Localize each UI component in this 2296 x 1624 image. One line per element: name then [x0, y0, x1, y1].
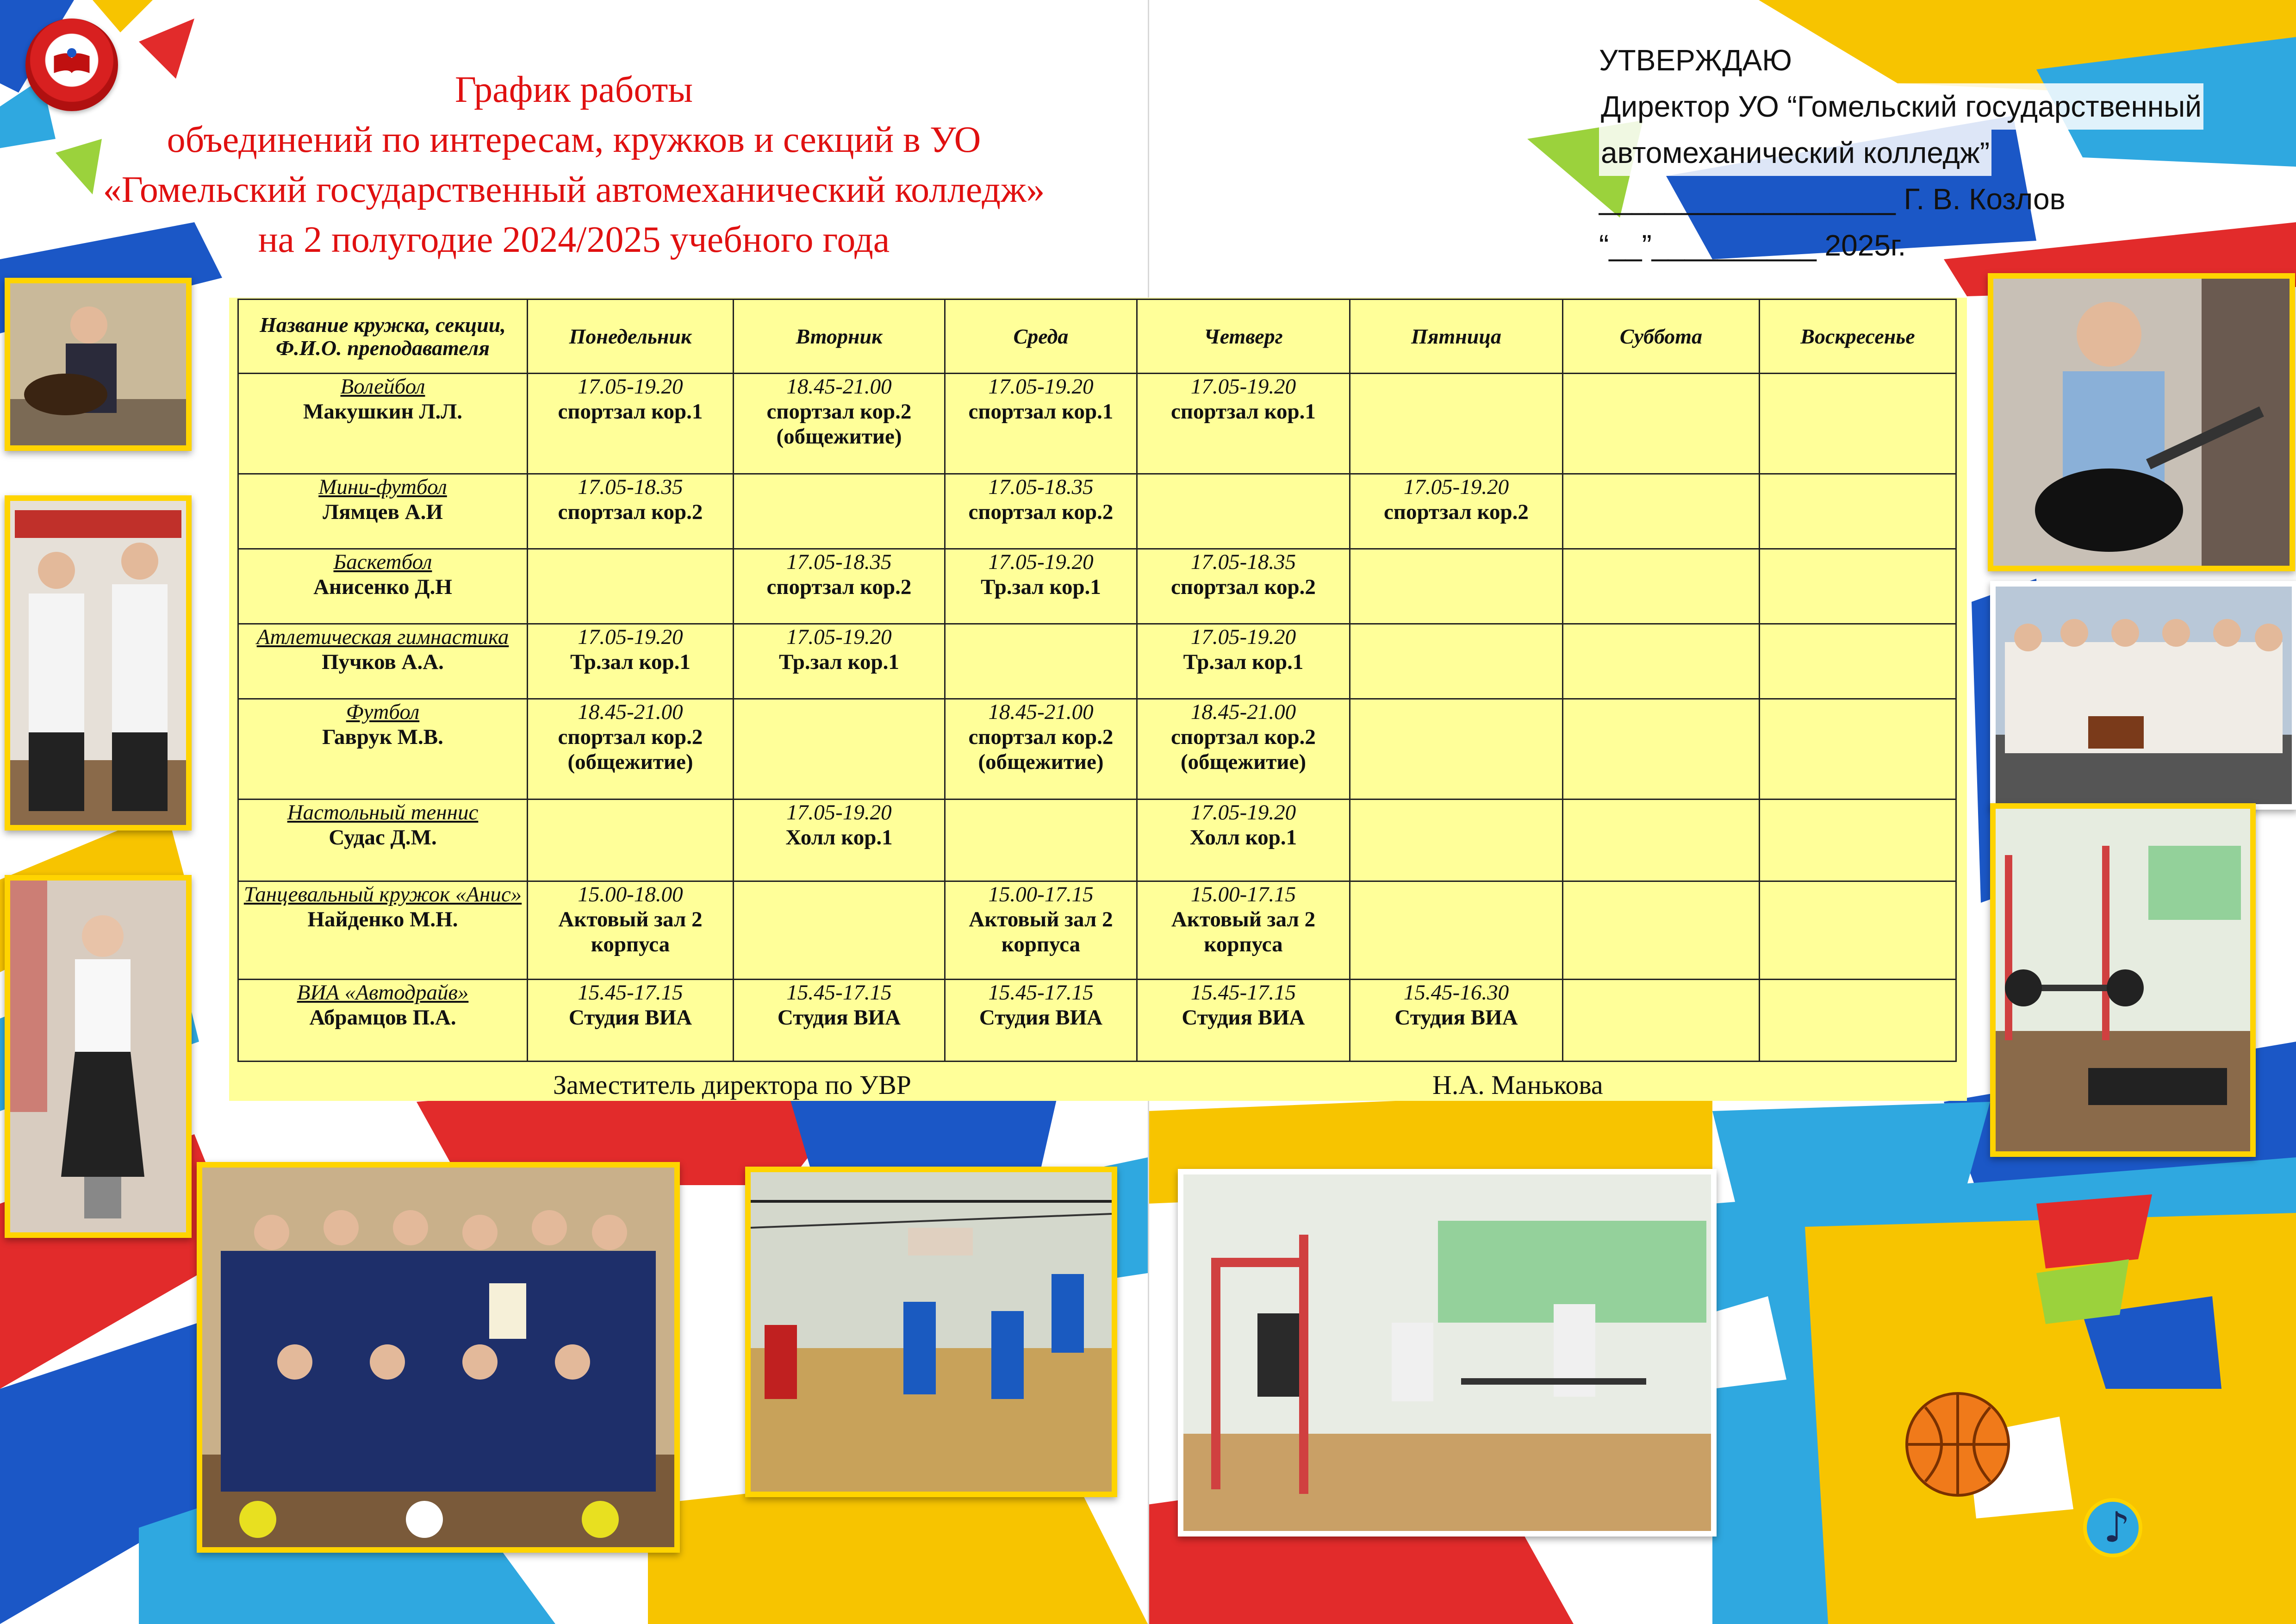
schedule-cell-thursday: [1137, 980, 1350, 1062]
schedule-cell-sunday: [1760, 800, 1956, 881]
session-location: Актовый зал 2 корпуса: [558, 907, 703, 956]
photo-gym-weights: [1990, 803, 2256, 1157]
session-time: 17.05-19.20: [1403, 475, 1509, 499]
schedule-cell-monday: [528, 474, 734, 549]
schedule-cell-friday: [1350, 980, 1563, 1062]
schedule-cell-sunday: [1760, 374, 1956, 474]
teacher-name: Макушкин Л.Л.: [303, 400, 462, 424]
session-location: Актовый зал 2 корпуса: [1171, 907, 1316, 956]
schedule-cell-wednesday: [945, 374, 1137, 474]
session-time: 18.45-21.00: [988, 700, 1094, 724]
activity-name: Футбол: [346, 700, 420, 724]
session-location: спортзал кор.2 (общежитие): [968, 725, 1114, 774]
session-time: 15.45-17.15: [988, 981, 1094, 1005]
photo-guitarist-right: [1988, 273, 2295, 571]
session-time: 18.45-21.00: [1190, 700, 1296, 724]
activity-cell: [238, 474, 528, 549]
header-cell-name: Название кружка, секции, Ф.И.О. преподавателя: [238, 300, 528, 374]
session-location: спортзал кор.2: [558, 500, 703, 524]
table-row: [238, 881, 1956, 980]
session-time: 17.05-18.35: [988, 475, 1094, 499]
session-time: 17.05-19.20: [988, 375, 1094, 399]
session-location: спортзал кор.1: [968, 400, 1114, 424]
approval-signature-line: __________________ Г. В. Козлов: [1599, 182, 2066, 216]
photo-folk-ensemble: [1990, 581, 2296, 810]
schedule-cell-monday: [528, 980, 734, 1062]
session-time: 17.05-19.20: [1190, 625, 1296, 649]
session-time: 15.45-17.15: [786, 981, 892, 1005]
session-time: 15.45-17.15: [578, 981, 683, 1005]
table-header-row: [238, 300, 1956, 374]
photo-volleyball: [745, 1167, 1117, 1497]
photo-folk-boys: [5, 495, 192, 831]
deputy-name: Н.А. Манькова: [1432, 1070, 1603, 1100]
title-line-2: объединений по интересам, кружков и секций в УО: [167, 119, 981, 160]
session-time: 18.45-21.00: [786, 375, 892, 399]
session-time: 15.00-18.00: [578, 882, 683, 906]
session-time: 17.05-18.35: [1190, 550, 1296, 574]
approval-college-line: автомеханический колледж”: [1599, 130, 1991, 176]
schedule-cell-sunday: [1760, 699, 1956, 800]
table-row: [238, 374, 1956, 474]
teacher-name: Абрамцов П.А.: [309, 1006, 456, 1030]
table-row: [238, 624, 1956, 699]
schedule-cell-sunday: [1760, 549, 1956, 624]
session-location: спортзал кор.2: [766, 575, 912, 599]
session-time: 17.05-18.35: [578, 475, 683, 499]
photo-folk-girl: [5, 875, 192, 1238]
schedule-cell-monday: [528, 800, 734, 881]
session-location: Студия ВИА: [777, 1006, 901, 1030]
title-line-1: График работы: [454, 69, 693, 110]
schedule-cell-friday: [1350, 474, 1563, 549]
session-location: Студия ВИА: [568, 1006, 692, 1030]
teacher-name: Гаврук М.В.: [322, 725, 443, 749]
schedule-cell-thursday: [1137, 624, 1350, 699]
header-cell-tuesday: Вторник: [734, 300, 945, 374]
schedule-cell-tuesday: [734, 549, 945, 624]
session-location: спортзал кор.2 (общежитие): [558, 725, 703, 774]
photo-gym-training: [1178, 1169, 1717, 1537]
activity-name: Атлетическая гимнастика: [256, 625, 509, 649]
svg-text:♪: ♪: [2103, 1503, 2130, 1552]
schedule-cell-tuesday: [734, 624, 945, 699]
activity-name: Настольный теннис: [287, 800, 479, 824]
session-location: спортзал кор.2: [1384, 500, 1529, 524]
deputy-position: Заместитель директора по УВР: [553, 1070, 911, 1100]
schedule-cell-friday: [1350, 800, 1563, 881]
schedule-cell-friday: [1350, 624, 1563, 699]
schedule-cell-monday: [528, 881, 734, 980]
schedule-cell-wednesday: [945, 881, 1137, 980]
schedule-cell-sunday: [1760, 624, 1956, 699]
schedule-cell-wednesday: [945, 624, 1137, 699]
session-location: спортзал кор.2: [1171, 575, 1316, 599]
approval-date-line: “__”__________ 2025г.: [1599, 229, 1906, 262]
teacher-name: Судас Д.М.: [329, 825, 437, 849]
teacher-name: Найденко М.Н.: [307, 907, 458, 931]
photo-football-team: [197, 1162, 680, 1553]
schedule-cell-tuesday: [734, 474, 945, 549]
schedule-cell-tuesday: [734, 699, 945, 800]
session-time: 17.05-19.20: [578, 625, 683, 649]
schedule-cell-wednesday: [945, 699, 1137, 800]
session-location: спортзал кор.1: [558, 400, 703, 424]
schedule-cell-saturday: [1563, 800, 1760, 881]
schedule-cell-friday: [1350, 549, 1563, 624]
schedule-cell-wednesday: [945, 474, 1137, 549]
header-cell-sunday: Воскресенье: [1760, 300, 1956, 374]
schedule-cell-sunday: [1760, 474, 1956, 549]
activity-cell: [238, 881, 528, 980]
page-title: [0, 65, 1148, 265]
session-time: 15.45-16.30: [1403, 981, 1509, 1005]
session-location: спортзал кор.2 (общежитие): [766, 400, 912, 449]
schedule-cell-saturday: [1563, 624, 1760, 699]
session-time: 15.00-17.15: [988, 882, 1094, 906]
activity-cell: [238, 800, 528, 881]
session-location: спортзал кор.2: [968, 500, 1114, 524]
schedule-cell-thursday: [1137, 699, 1350, 800]
table-row: [238, 800, 1956, 881]
header-cell-thursday: Четверг: [1137, 300, 1350, 374]
session-location: Тр.зал кор.1: [570, 650, 691, 674]
schedule-cell-saturday: [1563, 474, 1760, 549]
activity-name: Мини-футбол: [318, 475, 447, 499]
title-line-4: на 2 полугодие 2024/2025 учебного года: [258, 219, 890, 260]
schedule-cell-friday: [1350, 699, 1563, 800]
activity-cell: [238, 980, 528, 1062]
session-location: Студия ВИА: [1394, 1006, 1518, 1030]
session-location: спортзал кор.1: [1171, 400, 1316, 424]
schedule-cell-friday: [1350, 374, 1563, 474]
schedule-panel: [229, 298, 1967, 1101]
schedule-cell-monday: [528, 624, 734, 699]
approval-block: [1599, 37, 2247, 269]
teacher-name: Анисенко Д.Н: [313, 575, 452, 599]
schedule-cell-saturday: [1563, 881, 1760, 980]
table-row: [238, 699, 1956, 800]
schedule-cell-tuesday: [734, 980, 945, 1062]
session-time: 17.05-19.20: [988, 550, 1094, 574]
session-time: 15.00-17.15: [1190, 882, 1296, 906]
session-location: спортзал кор.2 (общежитие): [1171, 725, 1316, 774]
session-time: 17.05-19.20: [1190, 800, 1296, 824]
header-cell-friday: Пятница: [1350, 300, 1563, 374]
session-location: Холл кор.1: [1189, 825, 1297, 849]
session-time: 17.05-18.35: [786, 550, 892, 574]
photo-guitarist-left: [5, 278, 192, 451]
table-row: [238, 980, 1956, 1062]
schedule-cell-friday: [1350, 881, 1563, 980]
activity-name: Волейбол: [340, 375, 425, 399]
schedule-cell-tuesday: [734, 800, 945, 881]
activity-cell: [238, 624, 528, 699]
activity-name: Баскетбол: [333, 550, 432, 574]
activity-cell: [238, 699, 528, 800]
schedule-cell-monday: [528, 549, 734, 624]
approval-heading: УТВЕРЖДАЮ: [1599, 44, 1792, 77]
activity-name: ВИА «Автодрайв»: [297, 981, 469, 1005]
schedule-cell-wednesday: [945, 800, 1137, 881]
session-time: 18.45-21.00: [578, 700, 683, 724]
header-cell-saturday: Суббота: [1563, 300, 1760, 374]
activity-cell: [238, 374, 528, 474]
schedule-cell-monday: [528, 374, 734, 474]
header-cell-wednesday: Среда: [945, 300, 1137, 374]
activity-name: Танцевальный кружок «Анис»: [243, 882, 522, 906]
teacher-name: Пучков А.А.: [322, 650, 444, 674]
schedule-cell-wednesday: [945, 549, 1137, 624]
session-location: Студия ВИА: [1182, 1006, 1305, 1030]
schedule-cell-thursday: [1137, 881, 1350, 980]
header-cell-monday: Понедельник: [528, 300, 734, 374]
schedule-cell-saturday: [1563, 549, 1760, 624]
teacher-name: Лямцев А.И: [323, 500, 443, 524]
schedule-cell-thursday: [1137, 474, 1350, 549]
session-time: 17.05-19.20: [786, 800, 892, 824]
title-line-3: «Гомельский государственный автомеханический колледж»: [103, 169, 1045, 210]
table-row: [238, 474, 1956, 549]
schedule-cell-saturday: [1563, 374, 1760, 474]
session-location: Актовый зал 2 корпуса: [969, 907, 1113, 956]
activity-cell: [238, 549, 528, 624]
schedule-cell-thursday: [1137, 549, 1350, 624]
session-time: 15.45-17.15: [1190, 981, 1296, 1005]
table-row: [238, 549, 1956, 624]
session-location: Тр.зал кор.1: [779, 650, 899, 674]
session-time: 17.05-19.20: [578, 375, 683, 399]
schedule-cell-tuesday: [734, 881, 945, 980]
session-time: 17.05-19.20: [786, 625, 892, 649]
session-time: 17.05-19.20: [1190, 375, 1296, 399]
schedule-cell-monday: [528, 699, 734, 800]
schedule-cell-wednesday: [945, 980, 1137, 1062]
schedule-cell-thursday: [1137, 800, 1350, 881]
schedule-cell-saturday: [1563, 980, 1760, 1062]
approval-director-line: Директор УО “Гомельский государственный: [1599, 83, 2203, 130]
session-location: Тр.зал кор.1: [1183, 650, 1304, 674]
schedule-cell-thursday: [1137, 374, 1350, 474]
session-location: Тр.зал кор.1: [981, 575, 1101, 599]
session-location: Студия ВИА: [979, 1006, 1103, 1030]
schedule-table: [237, 299, 1957, 1062]
session-location: Холл кор.1: [785, 825, 893, 849]
schedule-cell-sunday: [1760, 881, 1956, 980]
schedule-cell-saturday: [1563, 699, 1760, 800]
schedule-cell-tuesday: [734, 374, 945, 474]
schedule-cell-sunday: [1760, 980, 1956, 1062]
